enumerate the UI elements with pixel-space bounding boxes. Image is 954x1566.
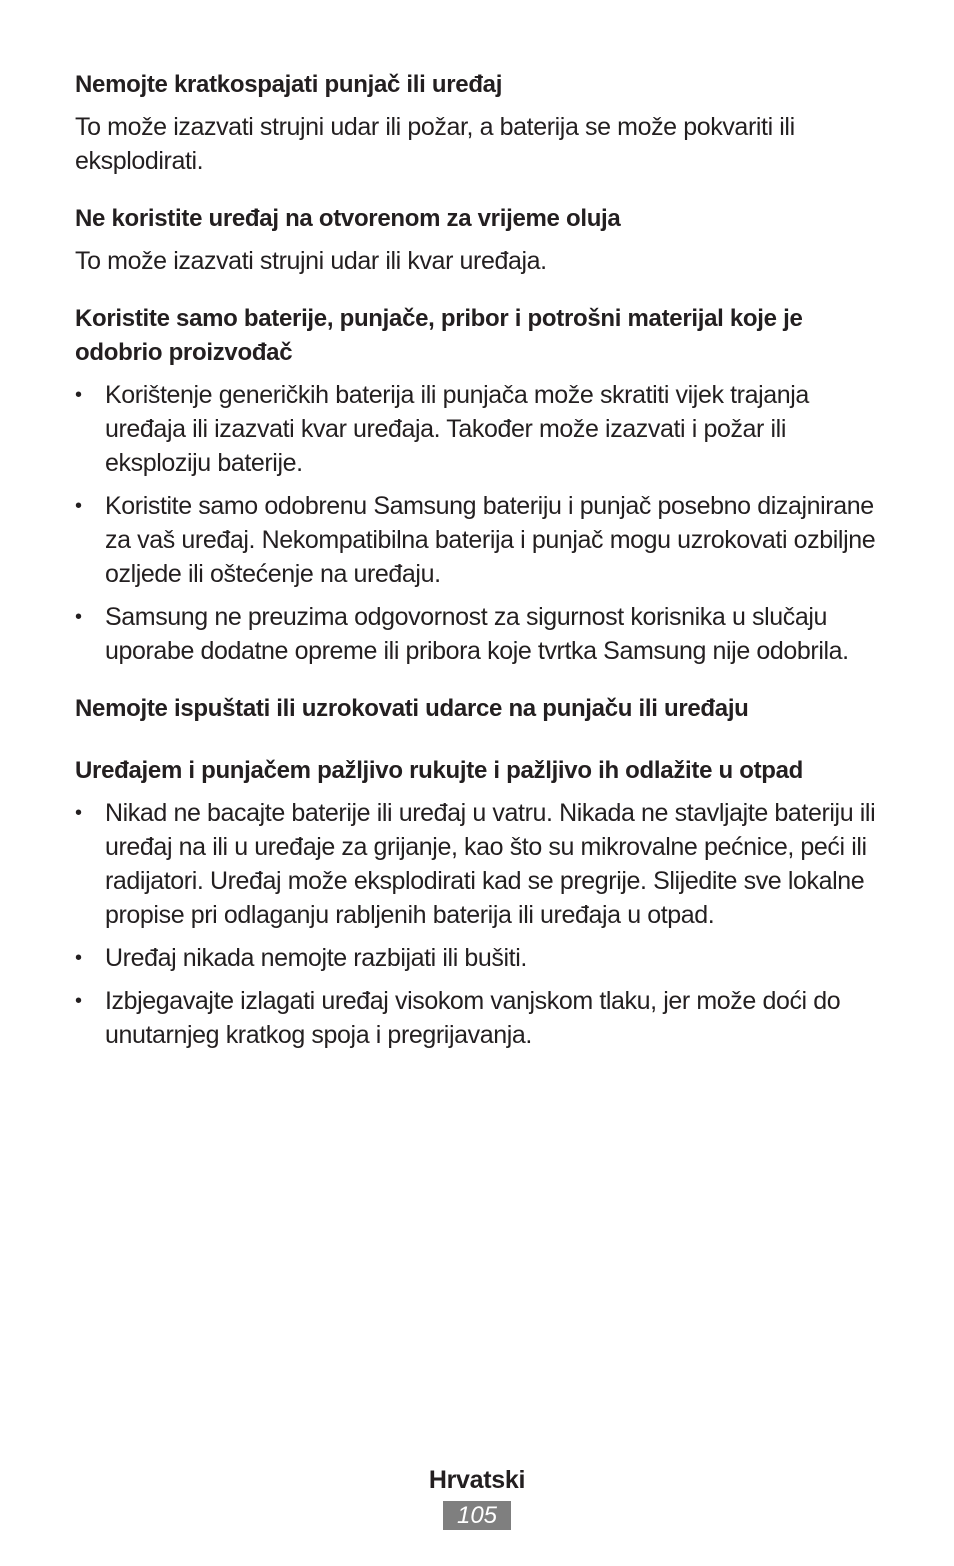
bullet-list [75, 378, 885, 668]
page-number: 105 [443, 1501, 511, 1530]
footer-language: Hrvatski [428, 1466, 526, 1494]
section-drop-impact [75, 692, 885, 726]
section-paragraph: To može izazvati strujni udar ili kvar uređaja. [75, 247, 547, 275]
list-item [75, 941, 885, 975]
section-heading: Nemojte kratkospajati punjač ili uređaj [75, 71, 503, 98]
page-footer [0, 1463, 954, 1530]
list-item [75, 796, 885, 932]
section-storm [75, 202, 885, 278]
section-heading: Uređajem i punjačem pažljivo rukujte i pažljivo ih odlažite u otpad [75, 757, 804, 784]
page-content [75, 68, 885, 1076]
section-heading: Koristite samo baterije, punjače, pribor i potrošni materijal koje je odobrio proizvođač [75, 305, 803, 366]
section-handling-disposal [75, 754, 885, 1052]
list-item [75, 489, 885, 591]
list-item-text: Korištenje generičkih baterija ili punjača može skratiti vijek trajanja uređaja ili izazvati kvar uređaja. Također može izazvati i požar ili eksploziju baterije. [105, 381, 809, 477]
section-short-circuit [75, 68, 885, 178]
bullet-icon: • [75, 947, 82, 969]
list-item-text: Samsung ne preuzima odgovornost za sigurnost korisnika u slučaju uporabe dodatne opreme ili pribora koje tvrtka Samsung nije odobrila. [105, 603, 849, 665]
list-item-text: Koristite samo odobrenu Samsung bateriju i punjač posebno dizajnirane za vaš uređaj. Nekompatibilna baterija i punjač mogu uzrokovati ozbiljne ozljede ili oštećenje na uređaju. [105, 492, 876, 588]
list-item [75, 984, 885, 1052]
bullet-icon: • [75, 990, 82, 1012]
bullet-icon: • [75, 495, 82, 517]
list-item-text: Izbjegavajte izlagati uređaj visokom vanjskom tlaku, jer može doći do unutarnjeg kratkog spoja i pregrijavanja. [105, 987, 841, 1049]
section-approved-accessories [75, 302, 885, 668]
section-heading: Nemojte ispuštati ili uzrokovati udarce na punjaču ili uređaju [75, 695, 749, 722]
bullet-icon: • [75, 384, 82, 406]
bullet-list [75, 796, 885, 1052]
list-item-text: Uređaj nikada nemojte razbijati ili bušiti. [105, 944, 527, 972]
bullet-icon: • [75, 606, 82, 628]
section-heading: Ne koristite uređaj na otvorenom za vrijeme oluja [75, 205, 621, 232]
list-item [75, 600, 885, 668]
bullet-icon: • [75, 802, 82, 824]
list-item [75, 378, 885, 480]
list-item-text: Nikad ne bacajte baterije ili uređaj u vatru. Nikada ne stavljajte bateriju ili uređaj na ili u uređaje za grijanje, kao što su mikrovalne pećnice, peći ili radijatori. Uređaj može eksplodirati kad se pregrije. Slijedite sve lokalne propise pri odlaganju rabljenih baterija ili uređaja u otpad. [105, 799, 876, 929]
section-paragraph: To može izazvati strujni udar ili požar, a baterija se može pokvariti ili eksplodirati. [75, 113, 795, 175]
